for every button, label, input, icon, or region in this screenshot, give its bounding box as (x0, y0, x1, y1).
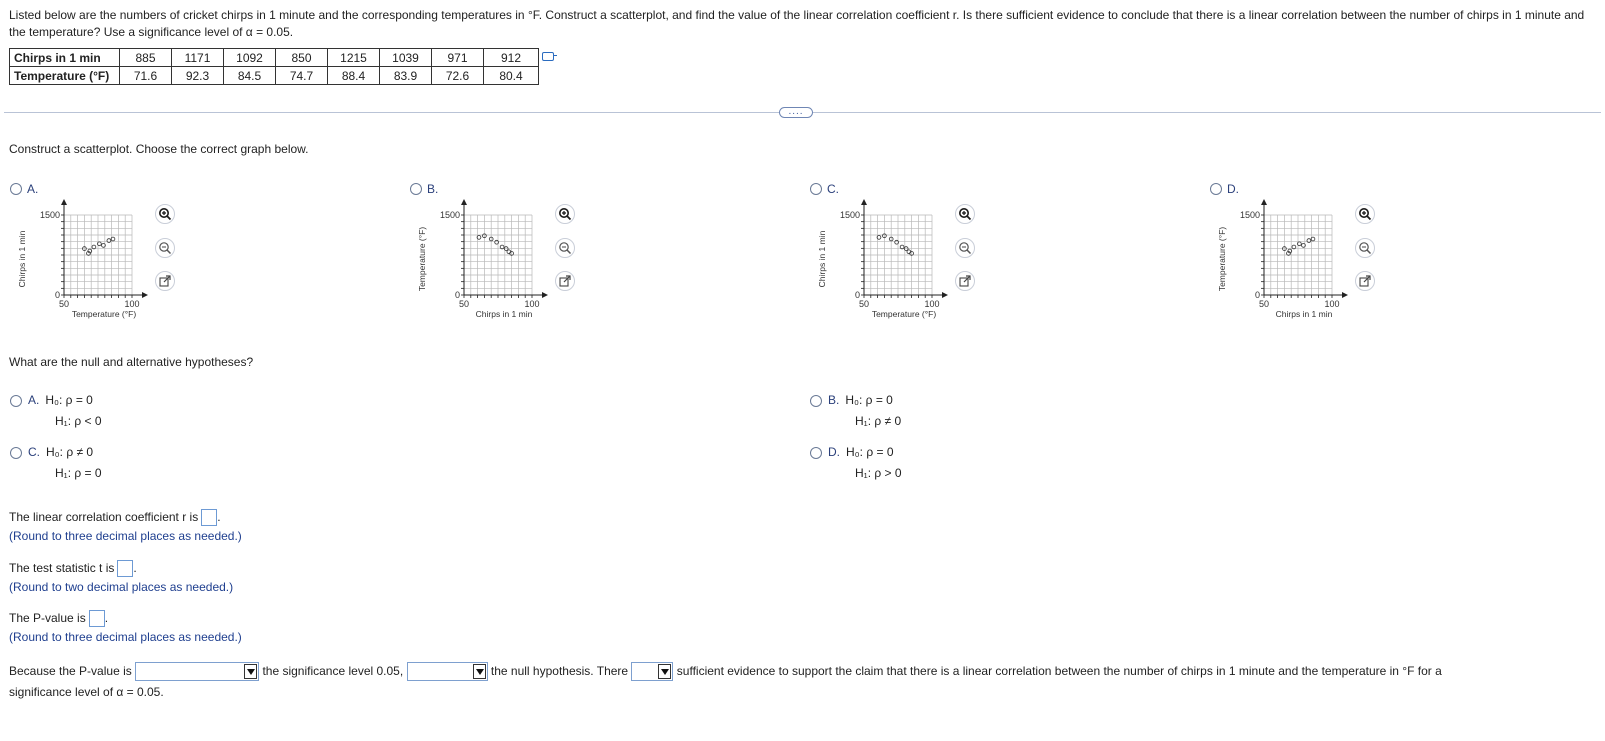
x-tick-label: 100 (124, 299, 140, 309)
popout-icon[interactable] (955, 271, 975, 291)
option-label: A. (27, 182, 39, 196)
t-hint: (Round to two decimal places as needed.) (9, 580, 234, 594)
y-tick-label: 0 (454, 290, 460, 300)
x-tick-label: 100 (524, 299, 540, 309)
alternative-hypothesis: H₁: ρ < 0 (55, 414, 102, 428)
alternative-hypothesis: H₁: ρ ≠ 0 (855, 414, 902, 428)
conclusion-text: sufficient evidence to support the claim that there is a linear correlation between the number of chirps in 1 minute and the temperature in °F for a (676, 664, 1442, 678)
radio-button[interactable] (410, 183, 422, 195)
row-header: Temperature (°F) (10, 67, 120, 85)
hypothesis-option-c[interactable] (10, 442, 102, 484)
popout-icon[interactable] (555, 271, 575, 291)
conclusion-line (9, 662, 1442, 681)
table-row (10, 67, 539, 85)
t-prompt: The test statistic t is (9, 561, 115, 575)
chevron-down-icon (473, 664, 486, 679)
null-hypothesis: H₀: ρ = 0 (45, 393, 93, 407)
table-cell: 83.9 (380, 67, 432, 85)
y-tick-label: 0 (54, 290, 60, 300)
p-prompt: The P-value is (9, 611, 86, 625)
zoom-out-icon[interactable] (155, 238, 175, 258)
data-table (9, 48, 539, 85)
radio-button[interactable] (10, 395, 22, 407)
radio-button[interactable] (810, 395, 822, 407)
x-tick-label: 100 (1324, 299, 1340, 309)
table-cell: 84.5 (224, 67, 276, 85)
copy-data-icon[interactable] (542, 52, 554, 61)
t-question: The test statistic t is . (9, 559, 137, 578)
popout-icon[interactable] (1355, 271, 1375, 291)
zoom-out-icon[interactable] (955, 238, 975, 258)
table-cell: 88.4 (328, 67, 380, 85)
table-cell: 80.4 (484, 67, 539, 85)
decision-select[interactable] (407, 662, 488, 681)
conclusion-text: the significance level 0.05, (262, 664, 404, 678)
t-input[interactable] (117, 560, 133, 577)
alternative-hypothesis: H₁: ρ = 0 (55, 466, 102, 480)
question-scatterplot: Construct a scatterplot. Choose the correct graph below. (9, 142, 309, 156)
table-cell: 72.6 (432, 67, 484, 85)
radio-button[interactable] (810, 447, 822, 459)
table-cell: 1215 (328, 49, 380, 67)
null-hypothesis: H₀: ρ = 0 (845, 393, 893, 407)
r-input[interactable] (201, 509, 217, 526)
y-axis-label: Chirps in 1 min (17, 230, 27, 288)
table-cell: 885 (120, 49, 172, 67)
row-header: Chirps in 1 min (10, 49, 120, 67)
chevron-down-icon (244, 664, 257, 679)
radio-button[interactable] (810, 183, 822, 195)
y-tick-label: 0 (854, 290, 860, 300)
radio-button[interactable] (10, 447, 22, 459)
x-tick-label: 100 (924, 299, 940, 309)
x-tick-label: 50 (458, 299, 470, 309)
option-label: C. (28, 445, 40, 459)
question-intro: Listed below are the numbers of cricket chirps in 1 minute and the corresponding temperatures in °F. Construct a scatterplot, and find the value of the linear correlation coefficient r. Is there sufficient evidence to conclude that there is a linear correlation between the number of chirps in 1 minute and the temperature? Use a significance level of α = 0.05. (9, 8, 1585, 39)
p-hint: (Round to three decimal places as needed.) (9, 630, 242, 644)
x-axis-label: Temperature (°F) (71, 309, 137, 319)
table-cell: 74.7 (276, 67, 328, 85)
hypothesis-option-b[interactable] (810, 390, 901, 432)
radio-button[interactable] (1210, 183, 1222, 195)
more-button[interactable]: .... (779, 107, 813, 118)
x-tick-label: 50 (858, 299, 870, 309)
y-tick-label: 1500 (39, 210, 60, 220)
null-hypothesis: H₀: ρ = 0 (846, 445, 894, 459)
table-cell: 71.6 (120, 67, 172, 85)
y-axis-label: Temperature (°F) (1217, 226, 1227, 292)
y-tick-label: 1500 (439, 210, 460, 220)
y-tick-label: 1500 (839, 210, 860, 220)
y-tick-label: 1500 (1239, 210, 1260, 220)
option-label: B. (828, 393, 840, 407)
hypothesis-option-a[interactable] (10, 390, 102, 432)
graph-option-a[interactable] (10, 182, 38, 196)
conclusion-text-end: significance level of α = 0.05. (9, 685, 164, 699)
conclusion-text: the null hypothesis. There (490, 664, 629, 678)
option-label: D. (1227, 182, 1239, 196)
null-hypothesis: H₀: ρ ≠ 0 (46, 445, 94, 459)
y-axis-label: Temperature (°F) (417, 226, 427, 292)
graph-option-b[interactable] (410, 182, 438, 196)
evidence-select[interactable] (631, 662, 673, 681)
x-axis-label: Temperature (°F) (871, 309, 937, 319)
r-question: The linear correlation coefficient r is . (9, 508, 221, 527)
graph-option-d[interactable] (1210, 182, 1239, 196)
zoom-out-icon[interactable] (1355, 238, 1375, 258)
table-cell: 1092 (224, 49, 276, 67)
radio-button[interactable] (10, 183, 22, 195)
zoom-in-icon[interactable] (155, 204, 175, 224)
table-cell: 971 (432, 49, 484, 67)
zoom-in-icon[interactable] (555, 204, 575, 224)
hypothesis-option-d[interactable] (810, 442, 902, 484)
zoom-in-icon[interactable] (955, 204, 975, 224)
graph-option-c[interactable] (810, 182, 839, 196)
x-tick-label: 50 (58, 299, 70, 309)
alternative-hypothesis: H₁: ρ > 0 (855, 466, 902, 480)
zoom-out-icon[interactable] (555, 238, 575, 258)
option-label: C. (827, 182, 839, 196)
table-cell: 1039 (380, 49, 432, 67)
y-axis-label: Chirps in 1 min (817, 230, 827, 288)
option-label: D. (828, 445, 840, 459)
table-cell: 1171 (172, 49, 224, 67)
table-cell: 92.3 (172, 67, 224, 85)
x-tick-label: 50 (1258, 299, 1270, 309)
table-cell: 912 (484, 49, 539, 67)
option-label: B. (427, 182, 439, 196)
zoom-in-icon[interactable] (1355, 204, 1375, 224)
y-tick-label: 0 (1254, 290, 1260, 300)
r-hint: (Round to three decimal places as needed.) (9, 529, 242, 543)
option-label: A. (28, 393, 40, 407)
popout-icon[interactable] (155, 271, 175, 291)
question-hypotheses: What are the null and alternative hypotheses? (9, 355, 254, 369)
chevron-down-icon (658, 664, 671, 679)
conclusion-text: Because the P-value is (9, 664, 132, 678)
table-row (10, 49, 539, 67)
p-input[interactable] (89, 610, 105, 627)
x-axis-label: Chirps in 1 min (475, 309, 533, 319)
r-prompt: The linear correlation coefficient r is (9, 510, 199, 524)
table-cell: 850 (276, 49, 328, 67)
p-question: The P-value is . (9, 609, 108, 628)
x-axis-label: Chirps in 1 min (1275, 309, 1333, 319)
pvalue-compare-select[interactable] (135, 662, 259, 681)
